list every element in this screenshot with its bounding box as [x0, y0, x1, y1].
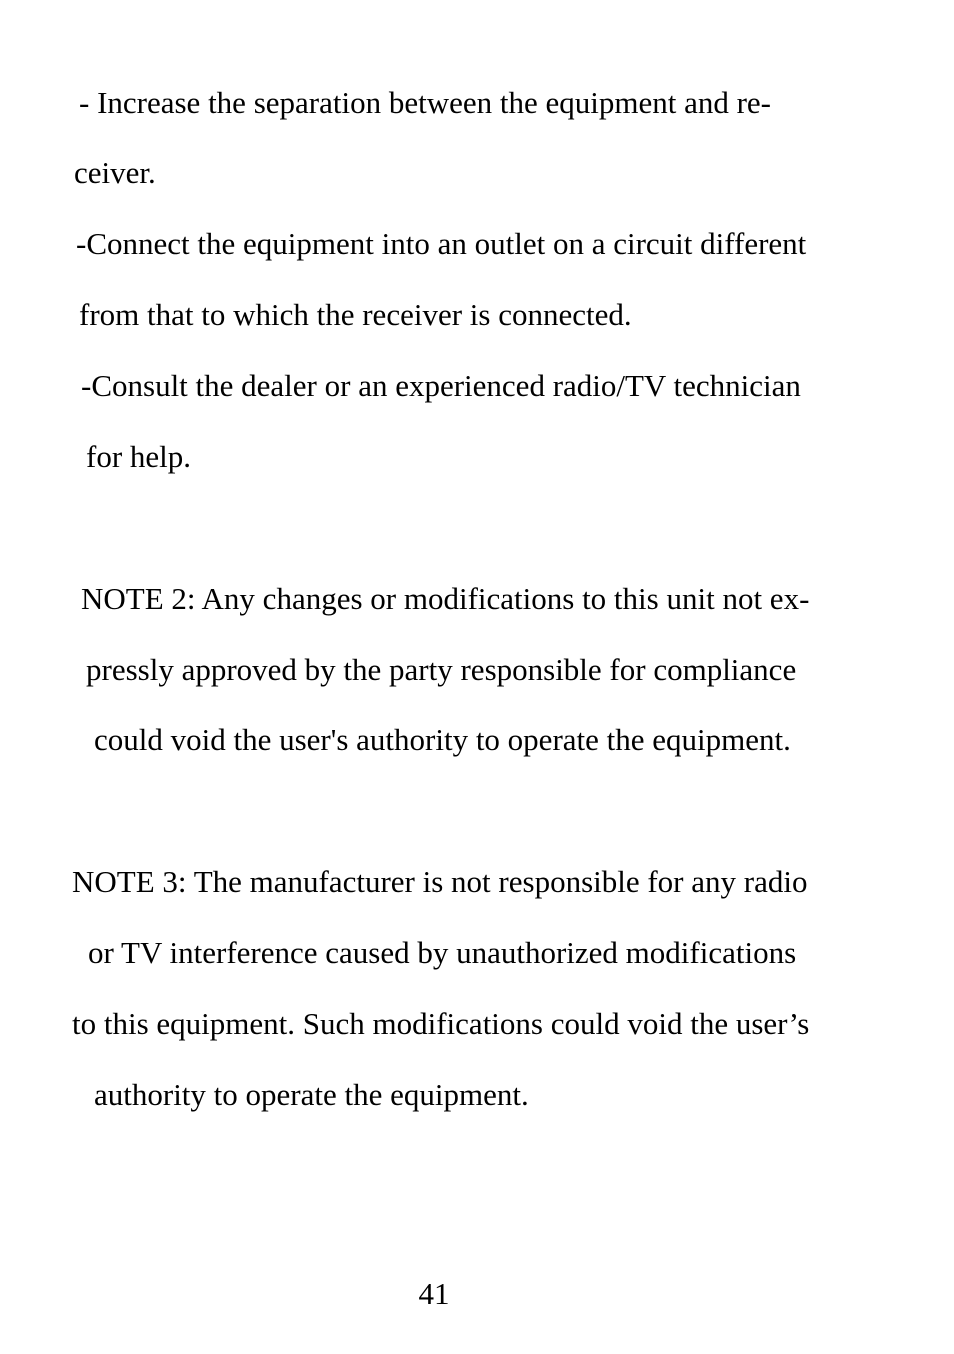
text-line: for help. [86, 439, 192, 474]
note-2-line: pressly approved by the party responsible for compliance [86, 652, 797, 687]
text-line: - Increase the separation between the equipment and re- [79, 85, 772, 120]
note-3-line: to this equipment. Such modifications could void the user’s [72, 1006, 810, 1041]
text-line: from that to which the receiver is connected. [79, 297, 632, 332]
text-line: -Consult the dealer or an experienced radio/TV technician [81, 368, 801, 403]
page-number: 41 [418, 1276, 450, 1311]
note-2-line: NOTE 2: Any changes or modifications to this unit not ex- [81, 581, 810, 616]
text-line: -Connect the equipment into an outlet on a circuit different [76, 226, 807, 261]
text-line: ceiver. [74, 155, 156, 190]
note-3-line: NOTE 3: The manufacturer is not responsible for any radio [72, 864, 808, 899]
note-3-line: authority to operate the equipment. [94, 1077, 529, 1112]
note-2-line: could void the user's authority to operate the equipment. [94, 722, 791, 757]
note-3-line: or TV interference caused by unauthorized modifications [88, 935, 797, 970]
